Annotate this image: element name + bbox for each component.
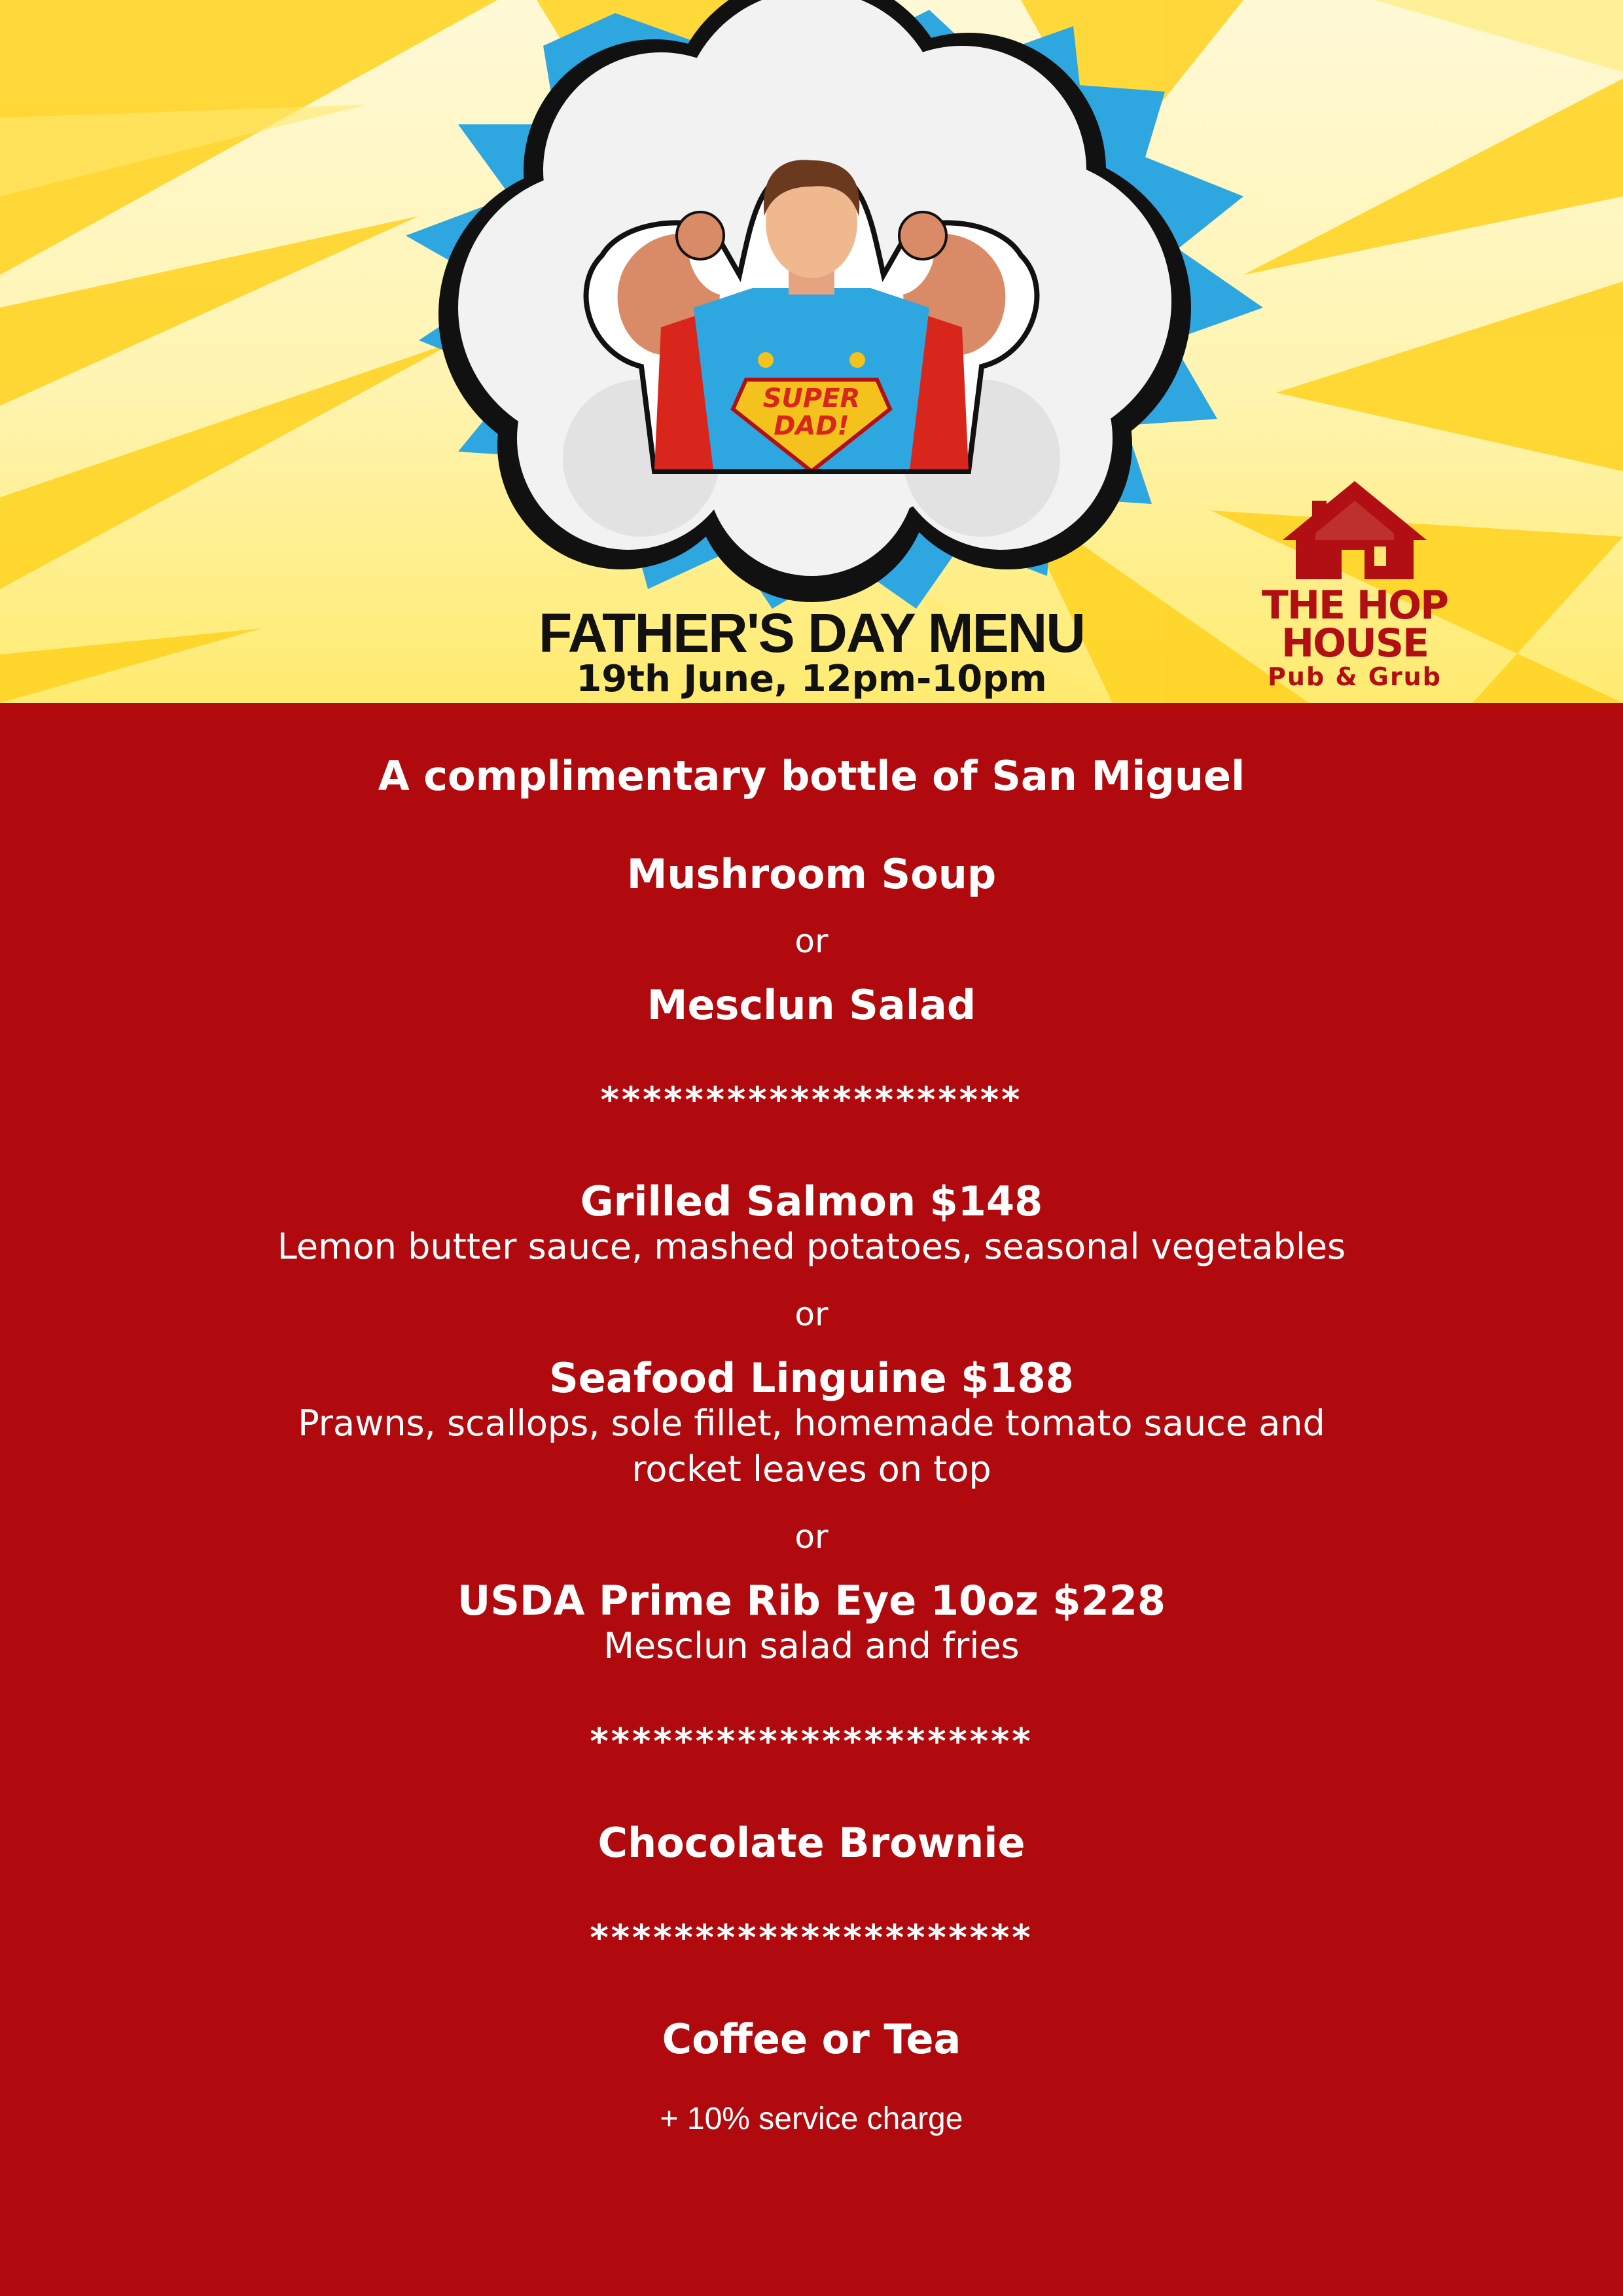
badge-text-2: DAD! xyxy=(774,411,849,441)
dessert-chocolate-brownie: Chocolate Brownie xyxy=(597,1819,1026,1867)
logo-name-line-1: THE HOP xyxy=(1261,583,1448,628)
service-charge-note: + 10% service charge xyxy=(660,2102,963,2136)
main-seafood-linguine-description-1: Prawns, scallops, sole fillet, homemade tomato sauce and xyxy=(298,1403,1325,1444)
logo-name-line-2: HOUSE xyxy=(1281,620,1429,666)
house-icon xyxy=(1243,475,1466,586)
main-seafood-linguine: Seafood Linguine $188 xyxy=(549,1354,1074,1402)
or-separator: or xyxy=(794,1295,829,1333)
main-rib-eye-description: Mesclun salad and fries xyxy=(603,1625,1020,1666)
divider-stars: ********************* xyxy=(590,1721,1033,1762)
menu-date: 19th June, 12pm-10pm xyxy=(576,658,1047,700)
logo-tagline: Pub & Grub xyxy=(1268,662,1442,691)
hop-house-logo xyxy=(1243,475,1466,697)
or-separator: or xyxy=(794,922,829,960)
main-rib-eye: USDA Prime Rib Eye 10oz $228 xyxy=(457,1577,1166,1624)
divider-stars: ********************* xyxy=(590,1917,1033,1958)
main-seafood-linguine-description-2: rocket leaves on top xyxy=(632,1448,991,1490)
or-separator: or xyxy=(794,1518,829,1556)
welcome-offer: A complimentary bottle of San Miguel xyxy=(378,752,1245,800)
menu-title: FATHER'S DAY MENU xyxy=(539,602,1084,664)
drink-coffee-or-tea: Coffee or Tea xyxy=(662,2015,961,2063)
starter-mesclun-salad: Mesclun Salad xyxy=(647,981,976,1029)
menu-body xyxy=(0,703,1623,2296)
header-banner xyxy=(0,0,1623,703)
divider-stars: ******************** xyxy=(600,1079,1023,1121)
starter-mushroom-soup: Mushroom Soup xyxy=(626,850,997,898)
badge-text-1: SUPER xyxy=(762,384,861,414)
main-grilled-salmon: Grilled Salmon $148 xyxy=(580,1177,1043,1225)
main-grilled-salmon-description: Lemon butter sauce, mashed potatoes, seasonal vegetables xyxy=(277,1226,1346,1267)
